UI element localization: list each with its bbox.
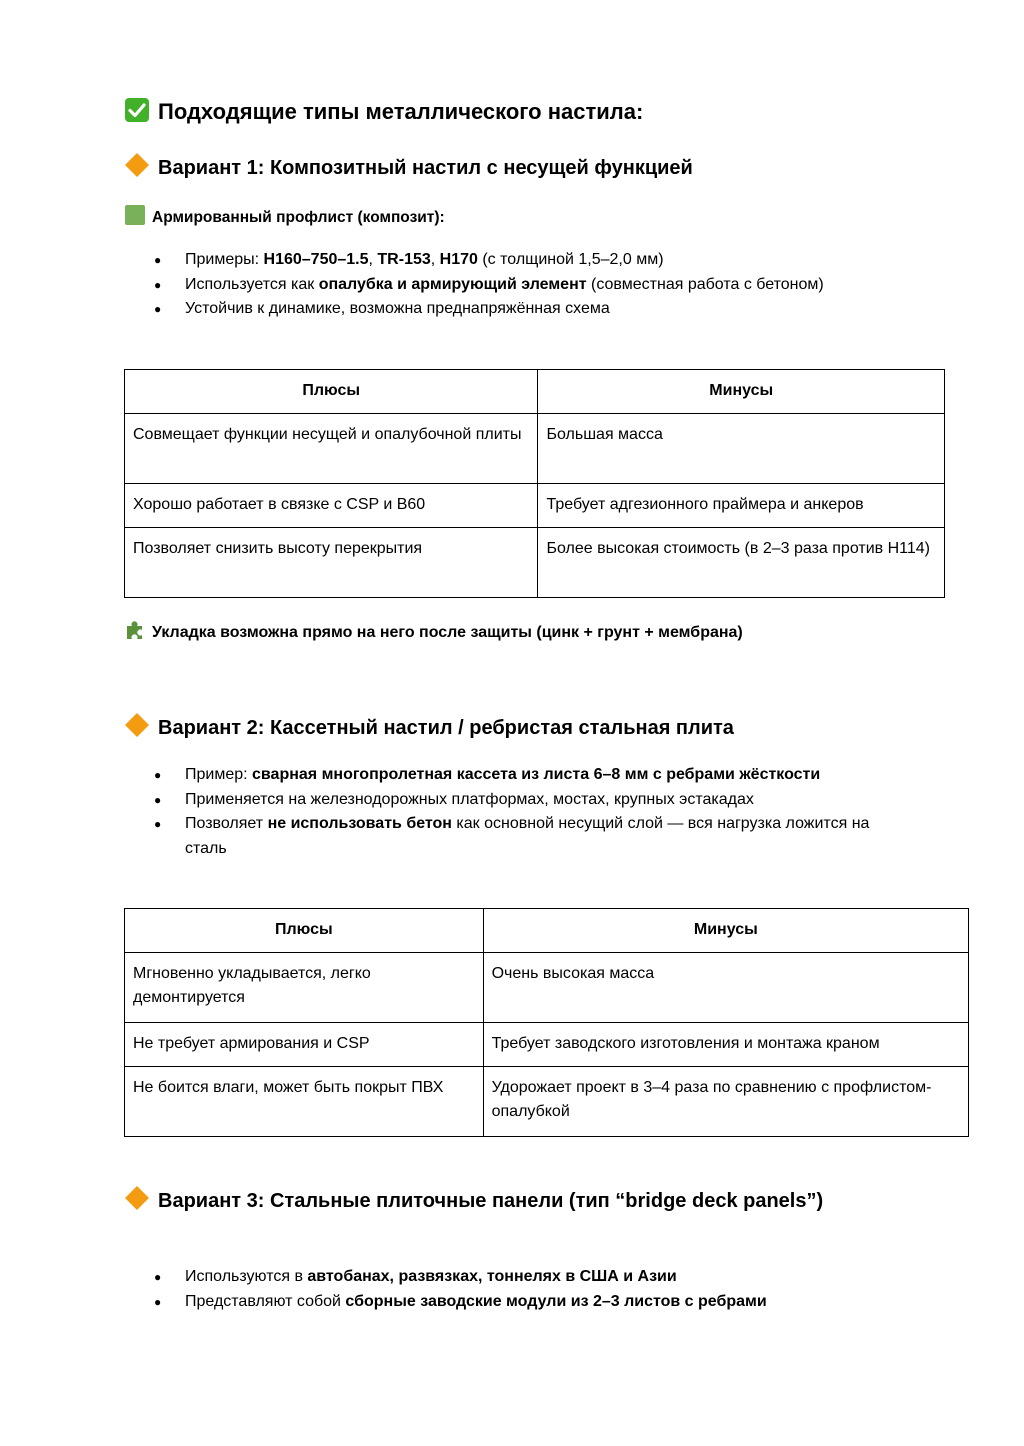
pros-header: Плюсы	[125, 370, 538, 414]
bullet-bold: сварная многопролетная кассета из листа 6–8 мм с ребрами жёсткости	[252, 766, 821, 783]
cons-header: Минусы	[538, 370, 945, 414]
variant2-title-text: Вариант 2: Кассетный настил / ребристая стальная плита	[158, 717, 734, 739]
variant1-title-text: Вариант 1: Композитный настил с несущей функцией	[158, 157, 693, 179]
variant3-title-text: Вариант 3: Стальные плиточные панели (тип “bridge deck panels”)	[158, 1190, 824, 1212]
cons-cell: Очень высокая масса	[483, 952, 968, 1022]
bullet-bold: H170	[439, 251, 478, 268]
variant1-note-text: Укладка возможна прямо на него после защиты (цинк + грунт + мембрана)	[152, 624, 743, 641]
bullet-bold: H160–750–1.5	[263, 251, 369, 268]
bullet-text: Используется как	[185, 275, 319, 293]
bullet-bold: опалубка и армирующий элемент	[318, 275, 587, 293]
variant1-note	[124, 619, 984, 648]
bullet-text: (совместная работа с бетоном)	[586, 275, 824, 293]
cons-cell: Более высокая стоимость (в 2–3 раза против H114)	[538, 527, 945, 597]
variant3-title	[124, 1185, 824, 1220]
bullet-text: Устойчив к динамике, возможна преднапряжённая схема	[185, 300, 610, 317]
bullet-bold: TR-153	[377, 251, 431, 268]
table-row	[125, 1022, 969, 1066]
variant1-bullet-list	[124, 248, 904, 322]
main-heading-text: Подходящие типы металлического настила:	[158, 99, 644, 124]
variant1-subheading	[124, 204, 944, 233]
bullet-text: ,	[430, 251, 440, 268]
variant2-title	[124, 712, 944, 747]
bullet-text: Используются в	[185, 1268, 308, 1285]
bullet-text: Применяется на железнодорожных платформах, мостах, крупных эстакадах	[185, 790, 754, 808]
table-row	[125, 1066, 969, 1136]
table-row	[125, 483, 945, 527]
bullet-bold: автобанах, развязках, тоннелях в США и Азии	[307, 1268, 677, 1285]
list-item	[124, 763, 904, 788]
pros-cell: Хорошо работает в связке с CSP и B60	[125, 483, 538, 527]
variant3-bullet-list	[124, 1265, 924, 1314]
list-item	[124, 297, 904, 322]
bullet-bold: сборные заводские модули из 2–3 листов с ребрами	[345, 1292, 767, 1310]
variant1-pros-cons-table	[124, 369, 945, 598]
orange-diamond-icon	[124, 152, 150, 187]
orange-diamond-icon	[124, 1185, 150, 1220]
pros-cell: Мгновенно укладывается, легко демонтируется	[125, 952, 484, 1022]
variant1-title	[124, 152, 944, 187]
cons-cell: Большая масса	[538, 413, 945, 483]
pros-cell: Позволяет снизить высоту перекрытия	[125, 527, 538, 597]
orange-diamond-icon	[124, 712, 150, 747]
variant2-bullet-list	[124, 763, 904, 861]
variant1-subheading-text: Армированный профлист (композит):	[152, 209, 445, 226]
bullet-text: Позволяет	[185, 815, 268, 832]
bullet-text: Представляют собой	[185, 1292, 346, 1310]
cons-cell: Удорожает проект в 3–4 раза по сравнению с профлистом-опалубкой	[483, 1066, 968, 1136]
check-mark-icon	[124, 97, 150, 130]
cons-cell: Требует заводского изготовления и монтажа краном	[483, 1022, 968, 1066]
variant2-pros-cons-table	[124, 908, 969, 1137]
list-item	[124, 1290, 924, 1315]
bullet-text: Пример:	[185, 766, 253, 783]
table-header-row	[125, 370, 945, 414]
list-item	[124, 788, 904, 813]
table-header-row	[125, 909, 969, 953]
table-row	[125, 413, 945, 483]
bullet-text: Примеры:	[185, 251, 264, 268]
list-item	[124, 812, 904, 861]
bullet-text: ,	[368, 251, 378, 268]
pros-cell: Совмещает функции несущей и опалубочной плиты	[125, 413, 538, 483]
green-square-icon	[124, 204, 146, 233]
list-item	[124, 1265, 924, 1290]
table-row	[125, 952, 969, 1022]
bullet-text: как основной несущий слой — вся нагрузка ложится на сталь	[185, 815, 870, 857]
puzzle-piece-icon	[124, 619, 146, 648]
cons-cell: Требует адгезионного праймера и анкеров	[538, 483, 945, 527]
list-item	[124, 248, 904, 273]
cons-header: Минусы	[483, 909, 968, 953]
list-item	[124, 273, 904, 298]
pros-header: Плюсы	[125, 909, 484, 953]
pros-cell: Не требует армирования и CSP	[125, 1022, 484, 1066]
pros-cell: Не боится влаги, может быть покрыт ПВХ	[125, 1066, 484, 1136]
table-row	[125, 527, 945, 597]
bullet-text: (с толщиной 1,5–2,0 мм)	[477, 251, 664, 268]
main-heading	[124, 97, 944, 130]
bullet-bold: не использовать бетон	[267, 815, 452, 832]
